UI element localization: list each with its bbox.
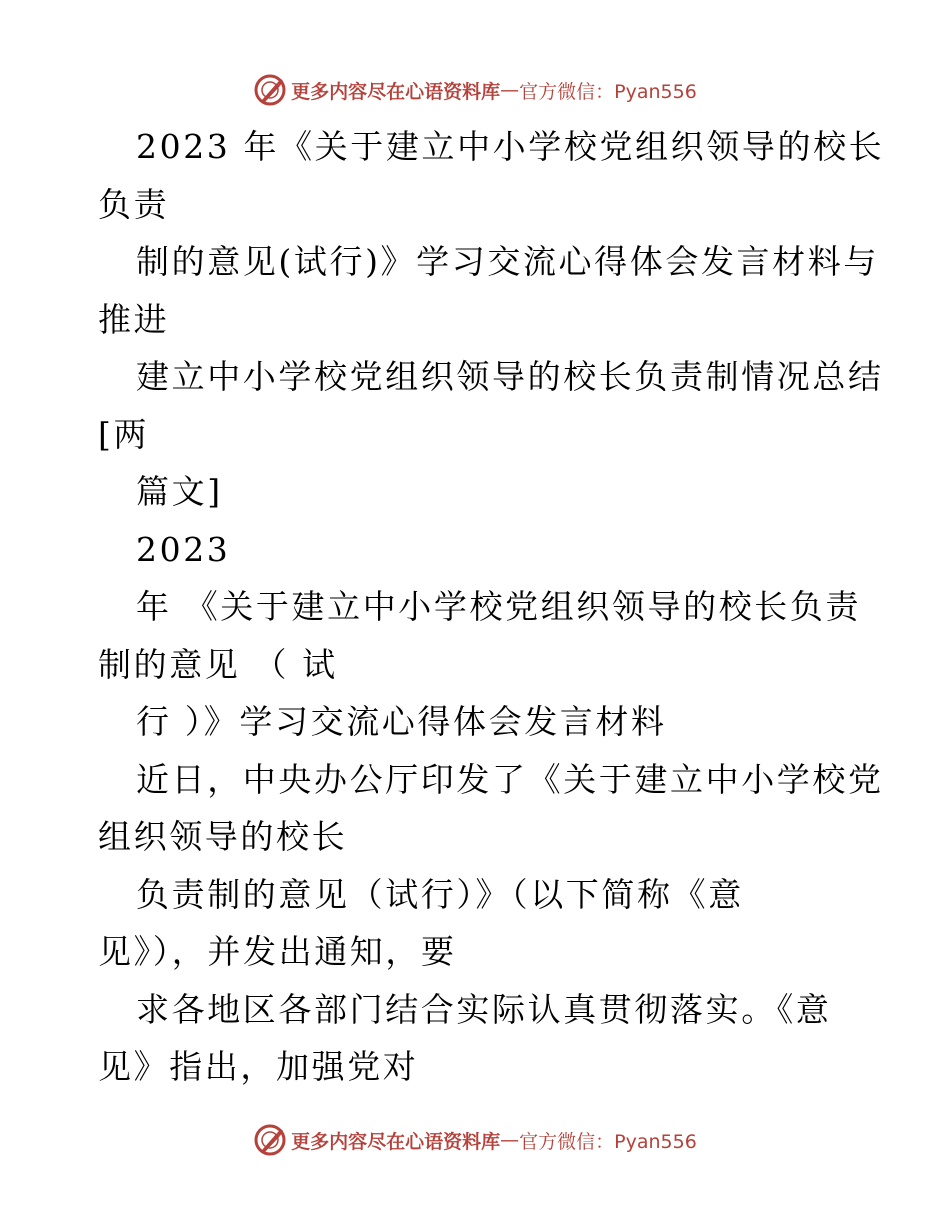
text-line: 求各地区各部门结合实际认真贯彻落实。《意 — [136, 989, 832, 1029]
watermark-main-text: 更多内容尽在心语资料库 — [291, 1130, 501, 1153]
text-line: 见》指出，加强党对 — [98, 1047, 419, 1086]
watermark-sub-text: 官方微信：Pyan556 — [519, 80, 697, 103]
watermark-dash: — — [500, 79, 520, 101]
text-line: 行 ）》学习交流心得体会发言材料 — [136, 702, 667, 741]
pen-logo-icon — [253, 1123, 287, 1157]
text-line: 2023 年《关于建立中小学校党组织领导的校长 — [136, 127, 885, 166]
text-line: 制的意见(试行)》学习交流心得体会发言材料与 — [136, 242, 879, 281]
text-line: 2023 — [136, 529, 231, 569]
pen-logo-icon — [253, 73, 287, 107]
text-line: 建立中小学校党组织领导的校长负责制情况总结 — [136, 357, 884, 396]
watermark-header — [0, 70, 950, 110]
watermark-main-text: 更多内容尽在心语资料库 — [291, 80, 501, 103]
document-body — [98, 118, 885, 1096]
watermark-dash: — — [500, 1129, 520, 1151]
text-line: 篇文] — [136, 472, 223, 511]
text-line: 组织领导的校长 — [98, 817, 348, 856]
watermark-footer — [0, 1120, 950, 1160]
text-line: 年 《关于建立中小学校党组织领导的校长负责 — [136, 587, 862, 626]
text-line: 推进 — [98, 299, 170, 339]
text-line: 见》），并发出通知，要 — [98, 932, 457, 971]
watermark-sub-text: 官方微信：Pyan556 — [519, 1130, 697, 1153]
text-line: 制的意见 （ 试 — [98, 644, 338, 684]
text-line: 近日，中央办公厅印发了《关于建立中小学校党 — [136, 759, 884, 799]
text-line: 负责制的意见（试行）》（以下简称《意 — [136, 874, 744, 914]
text-line: 负责 — [98, 184, 170, 224]
text-line: [两 — [98, 414, 150, 454]
